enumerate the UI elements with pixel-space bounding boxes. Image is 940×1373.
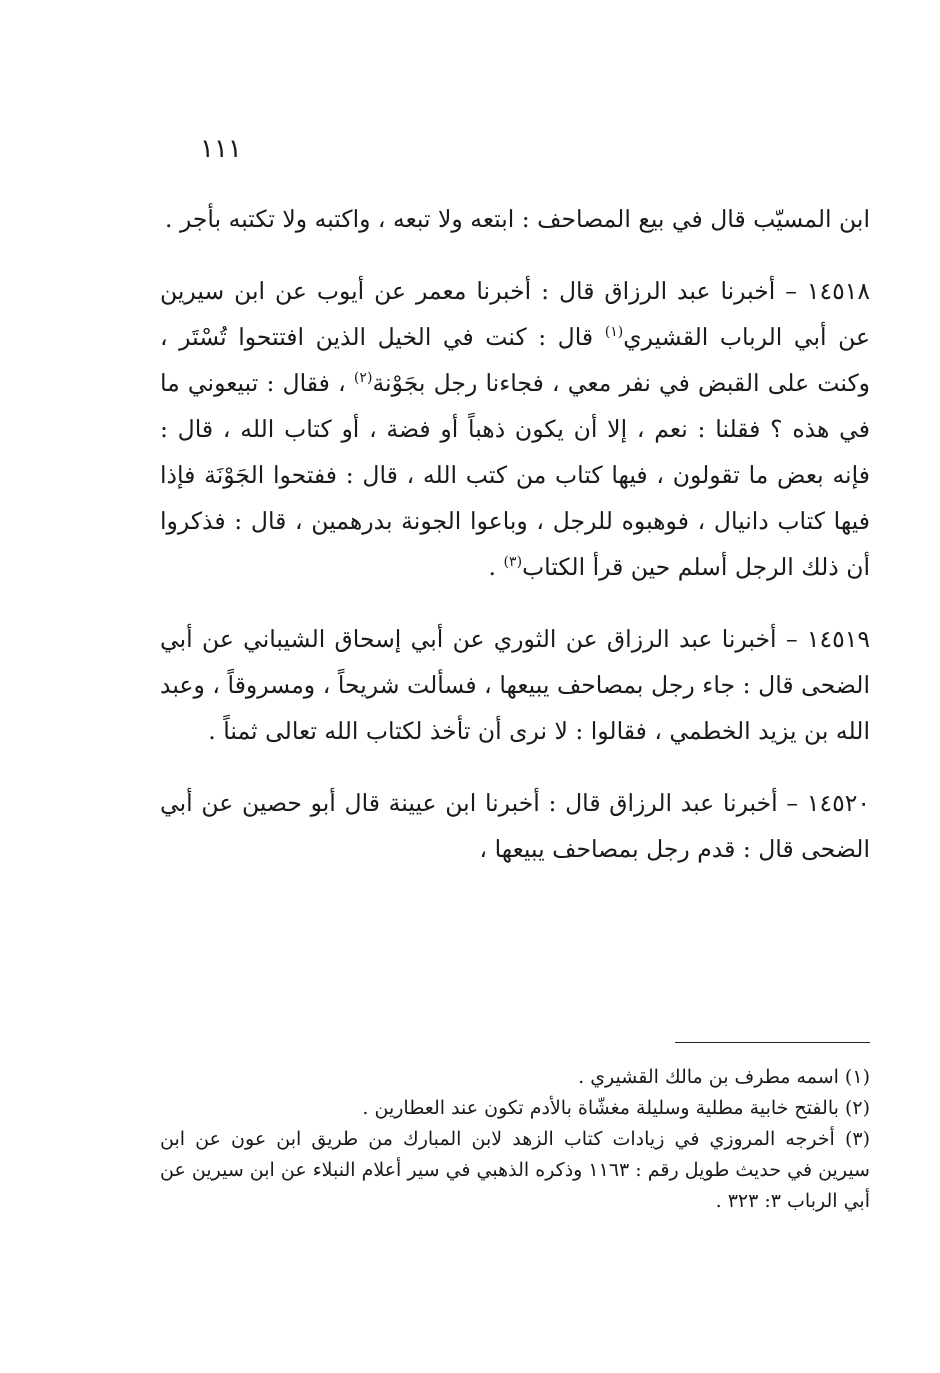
- main-text: [160, 196, 870, 898]
- hadith-text: قال : كنت في الخيل الذين افتتحوا تُسْتَر ، وكنت على القبض في نفر معي ، فجاءنا رجل بجَوْنة: [160, 323, 870, 397]
- footnote-divider: [675, 1042, 870, 1043]
- footnote-ref-1: (١): [604, 324, 624, 341]
- hadith-number: ١٤٥١٨: [806, 277, 870, 305]
- hadith-number: ١٤٥٢٠: [806, 789, 870, 817]
- footnote-2: (٢) بالفتح خابية مطلية وسليلة مغشّاة بالأدم تكون عند العطارين .: [362, 1097, 870, 1119]
- hadith-text: ، فقال : تبيعوني ما في هذه ؟ فقلنا : نعم ، إلا أن يكون ذهباً أو فضة ، أو كتاب الله ، قال : فإنه بعض ما تقولون ، فيها كتاب من كتب الله ، قال : ففتحوا الجَوْنَة فإذا فيها كتاب دانيال ، فوهبوه للرجل ، وباعوا الجونة بدرهمين ، قال : فذكروا أن ذلك الرجل أسلم حين قرأ الكتاب: [160, 369, 870, 581]
- footnote-3: (٣) أخرجه المروزي في زيادات كتاب الزهد لابن المبارك من طريق ابن عون عن ابن سيرين في حديث طويل رقم : ١١٦٣ وذكره الذهبي في سير أعلام النبلاء عن ابن سيرين عن أبي الرباب ٣: ٣٢٣ .: [160, 1128, 870, 1212]
- hadith-number: ١٤٥١٩: [806, 625, 870, 653]
- hadith-text: – أخبرنا عبد الرزاق قال : أخبرنا معمر عن أيوب عن ابن سيرين عن أبي الرباب القشيري: [160, 277, 870, 351]
- hadith-text: .: [488, 553, 504, 581]
- hadith-14519: [160, 616, 870, 754]
- footnotes: [160, 1062, 870, 1217]
- hadith-14520: [160, 780, 870, 872]
- paragraph-continuation: ابن المسيّب قال في بيع المصاحف : ابتعه ولا تبعه ، واكتبه ولا تكتبه بأجر .: [165, 205, 870, 233]
- footnote-1: (١) اسمه مطرف بن مالك القشيري .: [578, 1066, 870, 1088]
- footnote-ref-2: (٢): [353, 370, 373, 387]
- hadith-text: – أخبرنا عبد الرزاق عن الثوري عن أبي إسحاق الشيباني عن أبي الضحى قال : جاء رجل بمصاحف يبيعها ، فسألت شريحاً ، ومسروقاً ، وعبد الله بن يزيد الخطمي ، فقالوا : لا نرى أن تأخذ لكتاب الله تعالى ثمناً .: [160, 625, 870, 745]
- footnote-ref-3: (٣): [503, 554, 523, 571]
- page-number: ١١١: [200, 134, 242, 164]
- hadith-text: – أخبرنا عبد الرزاق قال : أخبرنا ابن عيينة قال أبو حصين عن أبي الضحى قال : قدم رجل بمصاحف يبيعها ،: [160, 789, 870, 863]
- hadith-14518: [160, 268, 870, 590]
